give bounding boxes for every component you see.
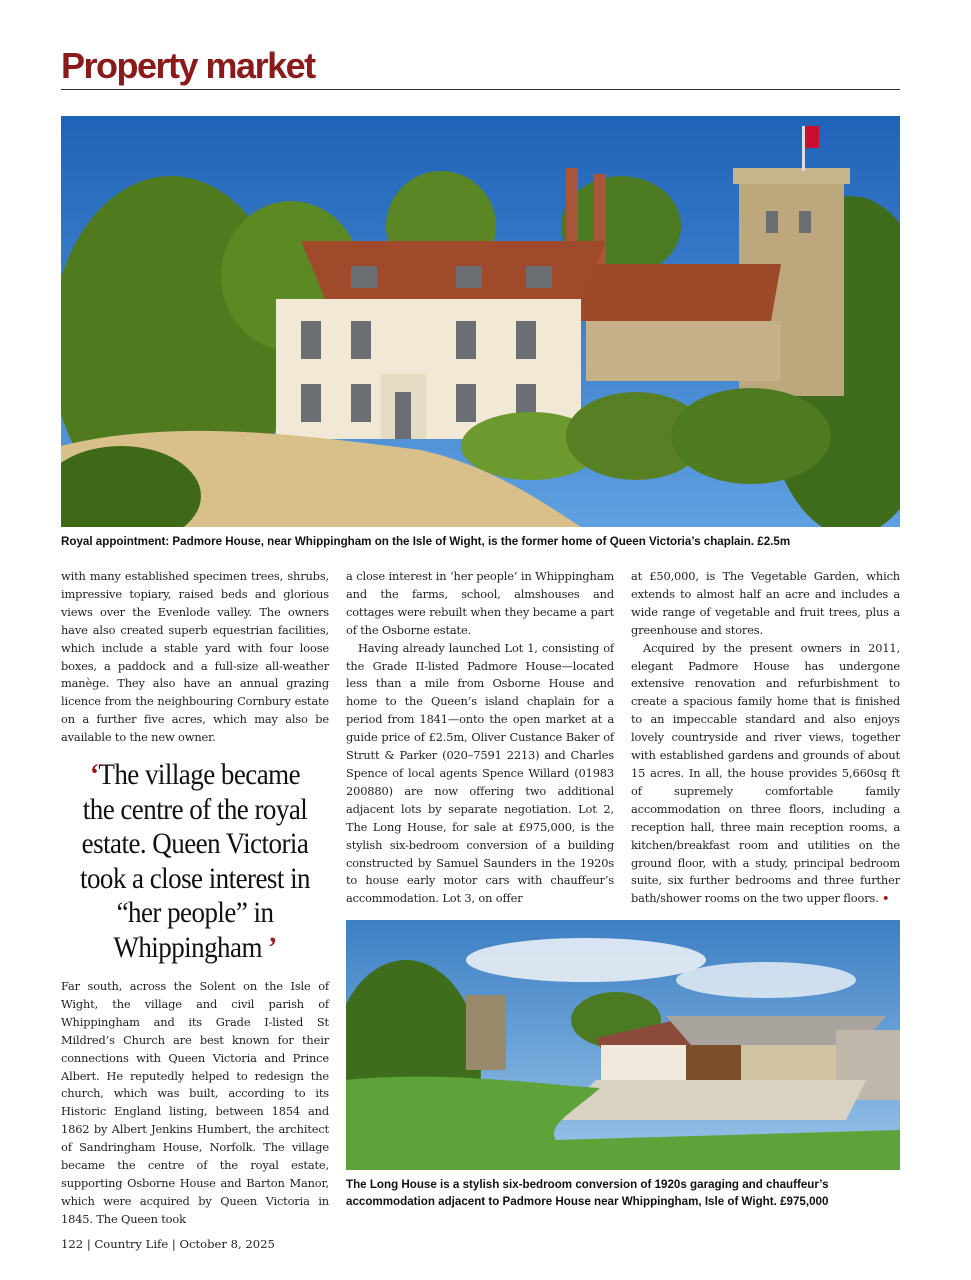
hero-caption: Royal appointment: Padmore House, near Whippingham on the Isle of Wight, is the former home of Queen Victoria’s chaplain. £2.5m <box>61 535 791 548</box>
title-divider <box>61 89 900 90</box>
article-paragraph: at £50,000, is The Vegetable Garden, which extends to almost half an acre and includes a wide range of vegetable and fruit trees, plus a greenhouse and stores. <box>631 569 900 637</box>
long-house-caption: The Long House is a stylish six-bedroom conversion of 1920s garaging and chauffeur’s accommodation adjacent to Padmore House near Whippingham, Isle of Wight. £975,000 <box>346 1178 829 1208</box>
page-footer: 122 | Country Life | October 8, 2025 <box>61 1237 275 1251</box>
hero-photo <box>61 116 900 527</box>
end-of-article-icon: • <box>882 891 890 906</box>
article-column-1-continued <box>61 978 329 1229</box>
article-paragraph <box>631 640 900 909</box>
quote-open-mark: ‘ <box>89 758 99 791</box>
article-column-1 <box>61 568 329 747</box>
section-title: Property market <box>61 45 315 86</box>
article-column-3 <box>631 568 900 908</box>
long-house-photo <box>346 920 900 1170</box>
quote-close-mark: ’ <box>268 930 277 964</box>
article-text: Acquired by the present owners in 2011, elegant Padmore House has undergone extensive renovation and refurbishment to create a spacious family home that is finished to an impeccable standard and also enjoys lovely countryside and river views, together with established gardens and grounds of about 15 acres. In all, the house provides 5,660sq ft of supremely comfortable family accommodation on three floors, including a reception hall, three main reception rooms, a kitchen/breakfast room and utilities on the ground floor, with a study, principal bedroom suite, six further bedrooms and three further bath/shower rooms on the two upper floors. <box>631 640 900 906</box>
article-column-2 <box>346 568 614 908</box>
pull-quote-text: The village became the centre of the royal estate. Queen Victoria took a close interest in “her people” in Whippingham <box>80 758 310 964</box>
article-paragraph: a close interest in ‘her people’ in Whippingham and the farms, school, almshouses and cottages were rebuilt when they became a part of the Osborne estate. <box>346 569 614 637</box>
article-paragraph: Having already launched Lot 1, consisting of the Grade II-listed Padmore House—located less than a mile from Osborne House and home to the Queen’s island chaplain for a period from 1841—onto the open market at a guide price of £2.5m, Oliver Custance Baker of Strutt & Parker (020–7591 2213) and Charles Spence of local agents Spence Willard (01983 200880) are now offering two additional adjacent lots by separate negotiation. Lot 2, The Long House, for sale at £975,000, is the stylish six-bedroom conversion of a building constructed by Samuel Saunders in the 1920s to house early motor cars with chauffeur’s accommodation. Lot 3, on offer <box>346 640 614 906</box>
article-paragraph: with many established specimen trees, shrubs, impressive topiary, raised beds and glorious views over the Evenlode valley. The owners have also created superb equestrian facilities, which include a stable yard with four loose boxes, a paddock and a full-size all-weather manège. They also have an annual grazing licence from the neighbouring Cornbury estate on a further five acres, which may also be available to the new owner. <box>61 569 329 745</box>
pull-quote <box>74 758 315 965</box>
article-paragraph: Far south, across the Solent on the Isle of Wight, the village and civil parish of Whippingham and its Grade I-listed St Mildred’s Church are best known for their connections with Queen Victoria and Prince Albert. He reputedly helped to redesign the church, which was built, according to its Historic England listing, between 1854 and 1862 by Albert Jenkins Humbert, the architect of Sandringham House, Norfolk. The village became the centre of the royal estate, supporting Osborne House and Barton Manor, which were acquired by Queen Victoria in 1845. The Queen took <box>61 979 329 1226</box>
